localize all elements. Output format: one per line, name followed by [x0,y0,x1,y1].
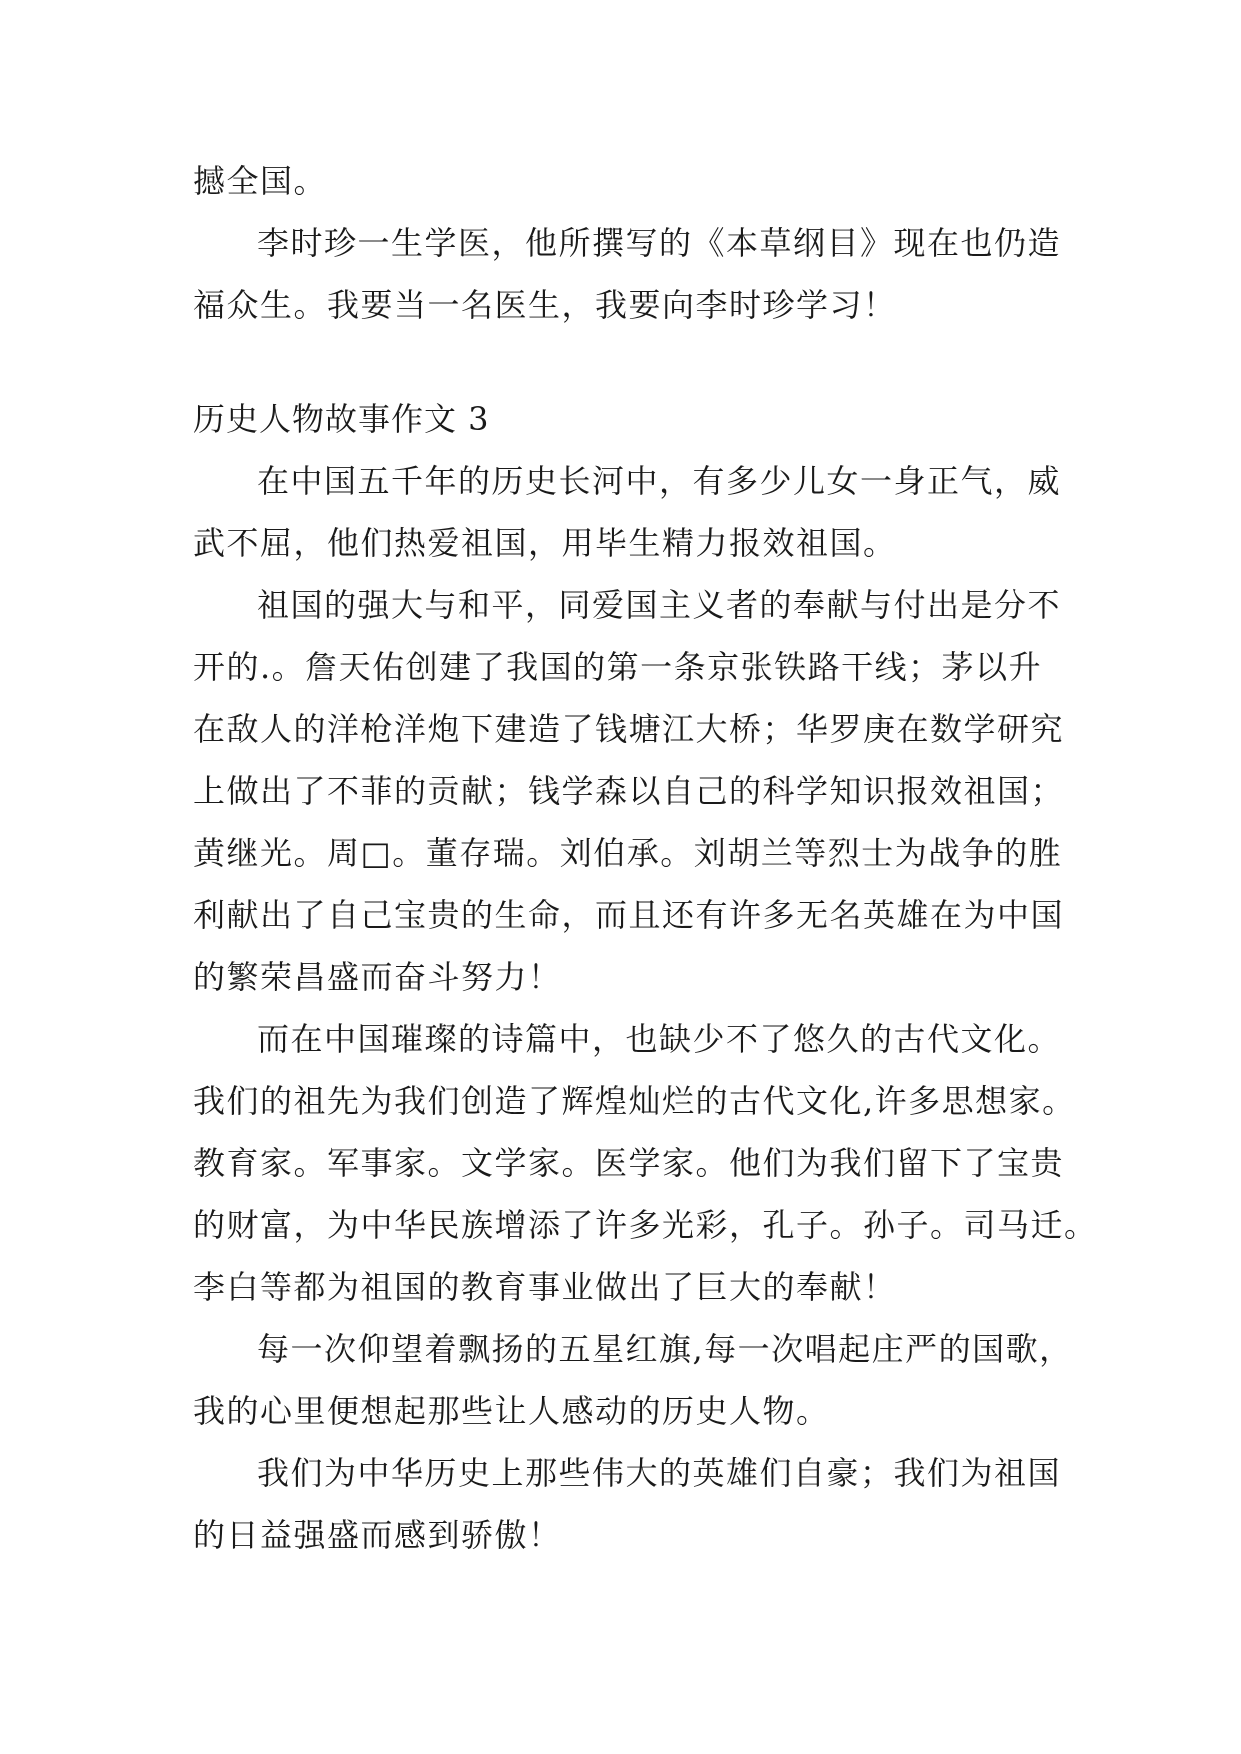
text-line: 而在中国璀璨的诗篇中，也缺少不了悠久的古代文化。 [257,1020,1062,1058]
text-line: 教育家。军事家。文学家。医学家。他们为我们留下了宝贵 [193,1144,1065,1182]
text-line: 在敌人的洋枪洋炮下建造了钱塘江大桥；华罗庚在数学研究 [193,710,1065,748]
text-line: 的财富，为中华民族增添了许多光彩，孔子。孙子。司马迁。 [193,1206,1098,1244]
text-line: 黄继光。周□。董存瑞。刘伯承。刘胡兰等烈士为战争的胜 [193,834,1063,872]
text-line: 在中国五千年的历史长河中，有多少儿女一身正气，威 [257,462,1062,500]
text-line: 每一次仰望着飘扬的五星红旗,每一次唱起庄严的国歌， [257,1330,1073,1368]
paragraph-4 [193,1318,1073,1442]
paragraph-5 [193,1442,1063,1566]
text-line: 李白等都为祖国的教育事业做出了巨大的奉献！ [193,1268,897,1306]
paragraph-3 [193,1008,1098,1318]
text-line: 祖国的强大与和平，同爱国主义者的奉献与付出是分不 [257,586,1062,624]
section-title: 历史人物故事作文 3 [193,400,490,438]
text-line: 撼全国。 [193,162,328,200]
intro-paragraph-continuation [193,150,1063,212]
paragraph-1 [193,450,1063,574]
text-line: 的日益强盛而感到骄傲！ [193,1516,562,1554]
text-line: 武不屈，他们热爱祖国，用毕生精力报效祖国。 [193,524,897,562]
text-line: 李时珍一生学医，他所撰写的《本草纲目》现在也仍造 [257,224,1062,262]
text-line: 利献出了自己宝贵的生命，而且还有许多无名英雄在为中国 [193,896,1065,934]
text-line: 开的.。詹天佑创建了我国的第一条京张铁路干线；茅以升 [193,648,1043,686]
text-line: 我们为中华历史上那些伟大的英雄们自豪；我们为祖国 [257,1454,1062,1492]
text-line: 上做出了不菲的贡献；钱学森以自己的科学知识报效祖国； [193,772,1065,810]
text-line: 福众生。我要当一名医生，我要向李时珍学习！ [193,286,897,324]
text-line: 我的心里便想起那些让人感动的历史人物。 [193,1392,830,1430]
paragraph-2 [193,574,1063,1008]
text-line: 的繁荣昌盛而奋斗努力！ [193,958,562,996]
document-body [193,150,1098,1566]
text-line: 我们的祖先为我们创造了辉煌灿烂的古代文化,许多思想家。 [193,1082,1076,1120]
intro-paragraph [193,212,1063,336]
